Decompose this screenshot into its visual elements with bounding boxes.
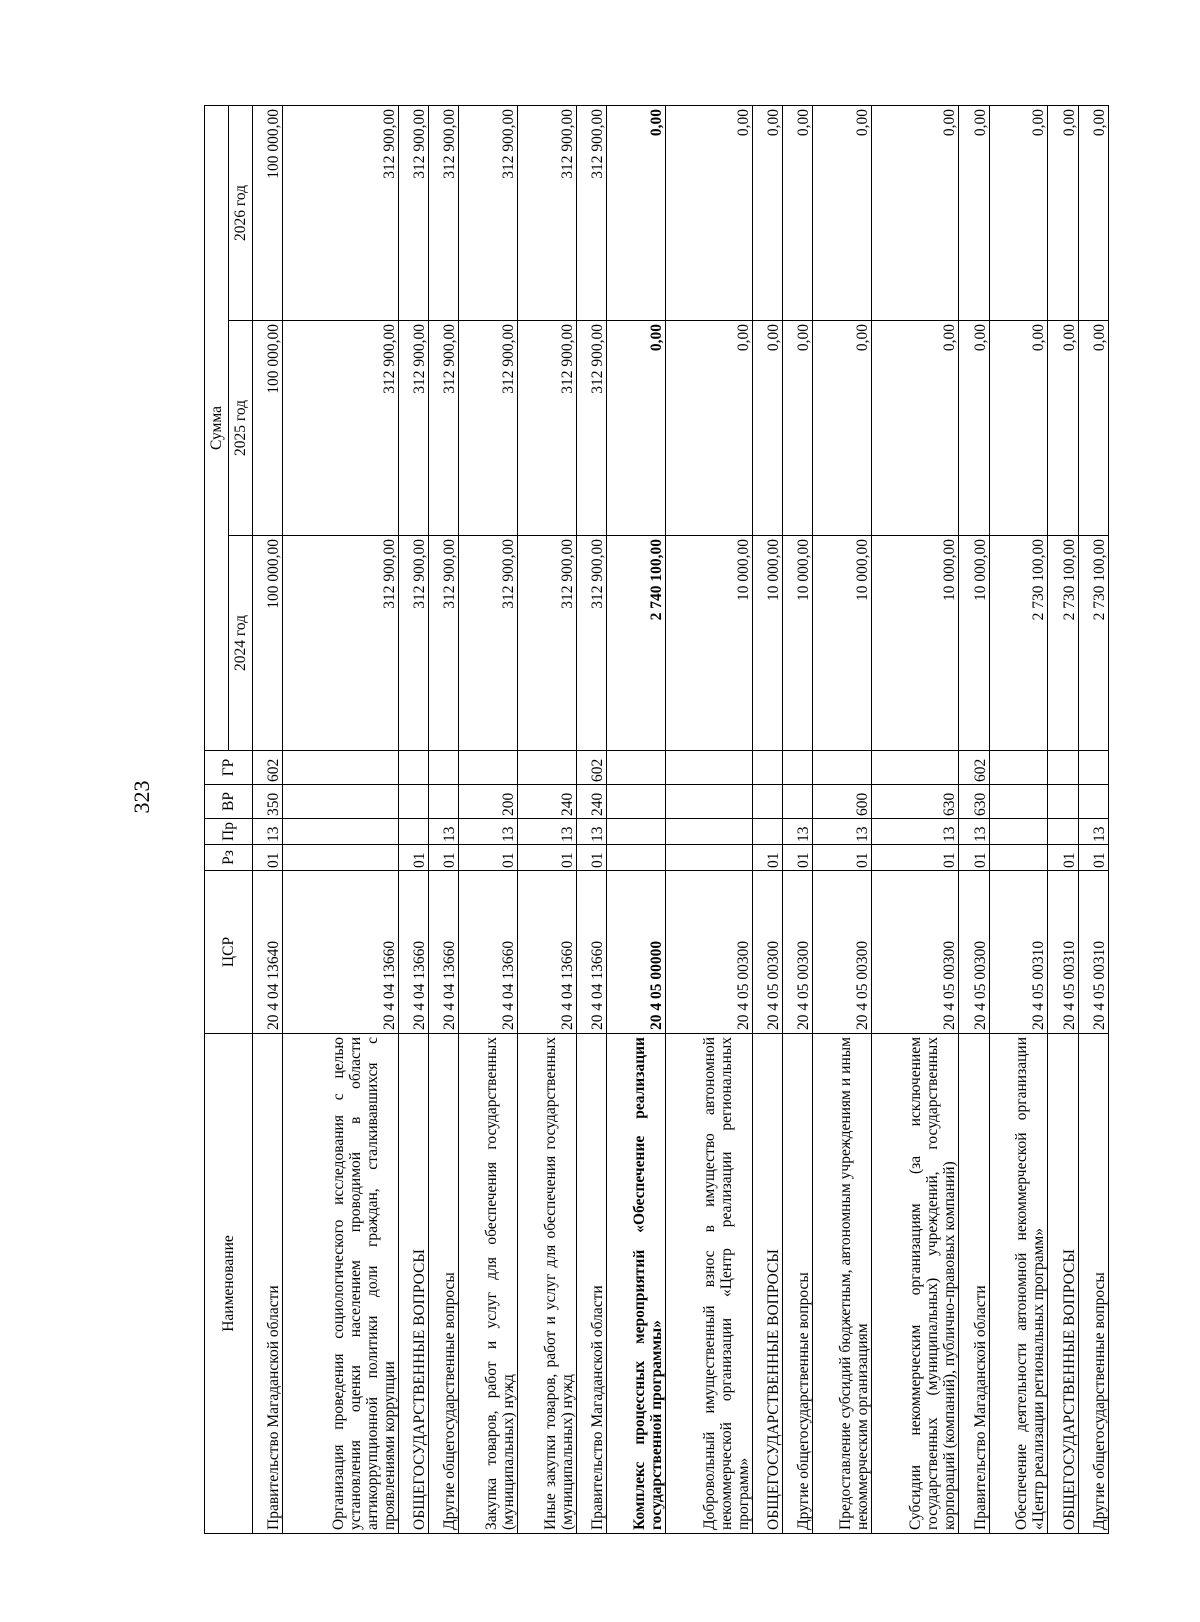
table-row: [753, 105, 783, 1533]
cell-pr: [607, 819, 666, 845]
cell-gr: 602: [959, 751, 989, 785]
cell-sum-2024: 312 900,00: [283, 536, 399, 751]
header-rz: Рз: [205, 845, 253, 871]
cell-csr: 20 4 05 00000: [607, 871, 666, 1034]
cell-sum-2026: 100 000,00: [253, 105, 283, 320]
cell-rz: 01: [783, 845, 813, 871]
header-pr: Пр: [205, 819, 253, 845]
cell-pr: 13: [1078, 819, 1108, 845]
cell-gr: [459, 751, 518, 785]
header-csr: ЦСР: [205, 871, 253, 1034]
cell-csr: 20 4 05 00300: [753, 871, 783, 1034]
cell-pr: [989, 819, 1048, 845]
cell-name: Предоставление субсидий бюджетным, автономным учреждениям и иным некоммерческим организациям: [813, 1034, 872, 1534]
cell-sum-2026: 312 900,00: [459, 105, 518, 320]
cell-sum-2026: 312 900,00: [518, 105, 577, 320]
cell-name: Другие общегосударственные вопросы: [1078, 1034, 1108, 1534]
cell-csr: 20 4 05 00310: [989, 871, 1048, 1034]
header-gr: ГР: [205, 751, 253, 785]
table-row: [665, 105, 752, 1533]
cell-name: Иные закупки товаров, работ и услуг для обеспечения государственных (муниципальных) нужд: [518, 1034, 577, 1534]
cell-sum-2025: 0,00: [813, 321, 872, 536]
budget-table: [204, 105, 1109, 1534]
cell-sum-2024: 10 000,00: [753, 536, 783, 751]
cell-sum-2026: 312 900,00: [399, 105, 429, 320]
cell-vr: 600: [813, 785, 872, 819]
cell-rz: 01: [459, 845, 518, 871]
cell-vr: 630: [959, 785, 989, 819]
cell-sum-2026: 0,00: [872, 105, 959, 320]
cell-vr: [399, 785, 429, 819]
cell-csr: 20 4 05 00310: [1078, 871, 1108, 1034]
header-row-1: [205, 105, 229, 1533]
cell-gr: [1078, 751, 1108, 785]
cell-sum-2024: 312 900,00: [576, 536, 606, 751]
cell-gr: [872, 751, 959, 785]
cell-pr: 13: [518, 819, 577, 845]
cell-csr: 20 4 05 00300: [665, 871, 752, 1034]
cell-sum-2025: 0,00: [959, 321, 989, 536]
cell-sum-2024: 10 000,00: [959, 536, 989, 751]
cell-csr: 20 4 04 13660: [518, 871, 577, 1034]
cell-name: Правительство Магаданской области: [576, 1034, 606, 1534]
cell-rz: [989, 845, 1048, 871]
cell-pr: [399, 819, 429, 845]
cell-vr: 630: [872, 785, 959, 819]
cell-csr: 20 4 05 00310: [1048, 871, 1078, 1034]
cell-sum-2024: 312 900,00: [518, 536, 577, 751]
table-row: [813, 105, 872, 1533]
cell-sum-2026: 0,00: [989, 105, 1048, 320]
cell-csr: 20 4 04 13660: [576, 871, 606, 1034]
cell-vr: [989, 785, 1048, 819]
cell-vr: [1078, 785, 1108, 819]
cell-rz: 01: [518, 845, 577, 871]
cell-sum-2025: 312 900,00: [429, 321, 459, 536]
table-row: [253, 105, 283, 1533]
cell-vr: 350: [253, 785, 283, 819]
header-year-2024: 2024 год: [229, 536, 253, 751]
cell-sum-2026: 0,00: [1048, 105, 1078, 320]
cell-sum-2024: 100 000,00: [253, 536, 283, 751]
cell-pr: 13: [459, 819, 518, 845]
table-row: [459, 105, 518, 1533]
cell-rz: [607, 845, 666, 871]
cell-csr: 20 4 04 13640: [253, 871, 283, 1034]
cell-sum-2026: 0,00: [607, 105, 666, 320]
cell-rz: [283, 845, 399, 871]
cell-sum-2025: 312 900,00: [399, 321, 429, 536]
cell-vr: [1048, 785, 1078, 819]
cell-sum-2025: 312 900,00: [283, 321, 399, 536]
header-year-2025: 2025 год: [229, 321, 253, 536]
cell-rz: 01: [576, 845, 606, 871]
cell-vr: [753, 785, 783, 819]
cell-gr: [399, 751, 429, 785]
table-row: [518, 105, 577, 1533]
cell-pr: [753, 819, 783, 845]
cell-rz: 01: [1078, 845, 1108, 871]
cell-sum-2026: 0,00: [959, 105, 989, 320]
cell-sum-2026: 0,00: [665, 105, 752, 320]
cell-sum-2025: 0,00: [753, 321, 783, 536]
cell-gr: [783, 751, 813, 785]
cell-gr: [518, 751, 577, 785]
cell-vr: 200: [459, 785, 518, 819]
header-vr: ВР: [205, 785, 253, 819]
cell-name: Субсидии некоммерческим организациям (за исключением государственных (муниципальных) учреждений, государственных корпораций (компаний), публично-правовых компаний): [872, 1034, 959, 1534]
page-number: 323: [129, 780, 154, 814]
table-row: [399, 105, 429, 1533]
cell-pr: [283, 819, 399, 845]
cell-name: Добровольный имущественный взнос в имущество автономной некоммерческой организации «Центр реализации региональных программ»: [665, 1034, 752, 1534]
cell-gr: [753, 751, 783, 785]
table-row: [1048, 105, 1078, 1533]
cell-sum-2025: 0,00: [989, 321, 1048, 536]
cell-gr: 602: [576, 751, 606, 785]
cell-sum-2025: 0,00: [665, 321, 752, 536]
cell-sum-2026: 312 900,00: [576, 105, 606, 320]
table-row: [576, 105, 606, 1533]
cell-rz: 01: [872, 845, 959, 871]
cell-sum-2025: 312 900,00: [459, 321, 518, 536]
header-year-2026: 2026 год: [229, 105, 253, 320]
table-row: [783, 105, 813, 1533]
cell-rz: [665, 845, 752, 871]
cell-pr: [665, 819, 752, 845]
table-row: [283, 105, 399, 1533]
cell-name: Правительство Магаданской области: [959, 1034, 989, 1534]
cell-sum-2024: 10 000,00: [813, 536, 872, 751]
cell-sum-2025: 0,00: [783, 321, 813, 536]
cell-gr: [813, 751, 872, 785]
cell-gr: [665, 751, 752, 785]
cell-name: Правительство Магаданской области: [253, 1034, 283, 1534]
table-row: [607, 105, 666, 1533]
cell-sum-2024: 312 900,00: [399, 536, 429, 751]
cell-pr: 13: [576, 819, 606, 845]
cell-vr: [429, 785, 459, 819]
cell-gr: [429, 751, 459, 785]
cell-gr: [607, 751, 666, 785]
table-row: [429, 105, 459, 1533]
cell-csr: 20 4 04 13660: [399, 871, 429, 1034]
cell-sum-2024: 10 000,00: [783, 536, 813, 751]
cell-pr: [1048, 819, 1078, 845]
cell-sum-2025: 312 900,00: [518, 321, 577, 536]
cell-sum-2024: 2 730 100,00: [1078, 536, 1108, 751]
cell-gr: [283, 751, 399, 785]
cell-vr: 240: [518, 785, 577, 819]
cell-sum-2024: 2 740 100,00: [607, 536, 666, 751]
cell-gr: 602: [253, 751, 283, 785]
cell-rz: 01: [429, 845, 459, 871]
header-name: Наименование: [205, 1034, 253, 1534]
cell-sum-2025: 312 900,00: [576, 321, 606, 536]
cell-pr: 13: [813, 819, 872, 845]
cell-csr: 20 4 05 00300: [872, 871, 959, 1034]
cell-sum-2026: 0,00: [753, 105, 783, 320]
rotated-table-container: [204, 106, 1109, 1534]
cell-rz: 01: [1048, 845, 1078, 871]
table-row: [872, 105, 959, 1533]
cell-sum-2024: 10 000,00: [872, 536, 959, 751]
cell-rz: 01: [253, 845, 283, 871]
cell-sum-2025: 0,00: [607, 321, 666, 536]
cell-rz: 01: [399, 845, 429, 871]
cell-csr: 20 4 05 00300: [783, 871, 813, 1034]
cell-rz: 01: [813, 845, 872, 871]
cell-sum-2026: 312 900,00: [283, 105, 399, 320]
cell-vr: [783, 785, 813, 819]
cell-sum-2026: 0,00: [1078, 105, 1108, 320]
cell-pr: 13: [959, 819, 989, 845]
cell-sum-2025: 0,00: [1078, 321, 1108, 536]
cell-sum-2026: 312 900,00: [429, 105, 459, 320]
cell-sum-2025: 0,00: [872, 321, 959, 536]
cell-name: ОБЩЕГОСУДАРСТВЕННЫЕ ВОПРОСЫ: [753, 1034, 783, 1534]
cell-sum-2024: 312 900,00: [459, 536, 518, 751]
cell-rz: 01: [753, 845, 783, 871]
cell-gr: [1048, 751, 1078, 785]
cell-vr: 240: [576, 785, 606, 819]
table-body: [253, 105, 1109, 1533]
cell-sum-2025: 0,00: [1048, 321, 1078, 536]
cell-sum-2024: 10 000,00: [665, 536, 752, 751]
cell-vr: [607, 785, 666, 819]
cell-sum-2026: 0,00: [783, 105, 813, 320]
cell-name: Другие общегосударственные вопросы: [783, 1034, 813, 1534]
cell-pr: 13: [783, 819, 813, 845]
cell-name: Организация проведения социологического исследования с целью установления оценки населением проводимой в области антикоррупционной политики доли граждан, сталкивавшихся с проявлениями коррупции: [283, 1034, 399, 1534]
cell-name: ОБЩЕГОСУДАРСТВЕННЫЕ ВОПРОСЫ: [399, 1034, 429, 1534]
cell-vr: [283, 785, 399, 819]
cell-sum-2024: 2 730 100,00: [1048, 536, 1078, 751]
cell-name: ОБЩЕГОСУДАРСТВЕННЫЕ ВОПРОСЫ: [1048, 1034, 1078, 1534]
header-sum: Сумма: [205, 105, 229, 750]
table-row: [959, 105, 989, 1533]
cell-csr: 20 4 04 13660: [459, 871, 518, 1034]
table-row: [989, 105, 1048, 1533]
cell-sum-2026: 0,00: [813, 105, 872, 320]
cell-name: Обеспечение деятельности автономной некоммерческой организации «Центр реализации региональных программ»: [989, 1034, 1048, 1534]
cell-sum-2024: 312 900,00: [429, 536, 459, 751]
cell-rz: 01: [959, 845, 989, 871]
cell-name: Комплекс процессных мероприятий «Обеспечение реализации государственной программы»: [607, 1034, 666, 1534]
cell-pr: 13: [872, 819, 959, 845]
cell-csr: 20 4 04 13660: [429, 871, 459, 1034]
cell-gr: [989, 751, 1048, 785]
cell-name: Закупка товаров, работ и услуг для обеспечения государственных (муниципальных) нужд: [459, 1034, 518, 1534]
cell-csr: 20 4 05 00300: [959, 871, 989, 1034]
cell-csr: 20 4 04 13660: [283, 871, 399, 1034]
cell-csr: 20 4 05 00300: [813, 871, 872, 1034]
cell-name: Другие общегосударственные вопросы: [429, 1034, 459, 1534]
cell-pr: 13: [429, 819, 459, 845]
cell-vr: [665, 785, 752, 819]
cell-pr: 13: [253, 819, 283, 845]
cell-sum-2024: 2 730 100,00: [989, 536, 1048, 751]
cell-sum-2025: 100 000,00: [253, 321, 283, 536]
table-row: [1078, 105, 1108, 1533]
